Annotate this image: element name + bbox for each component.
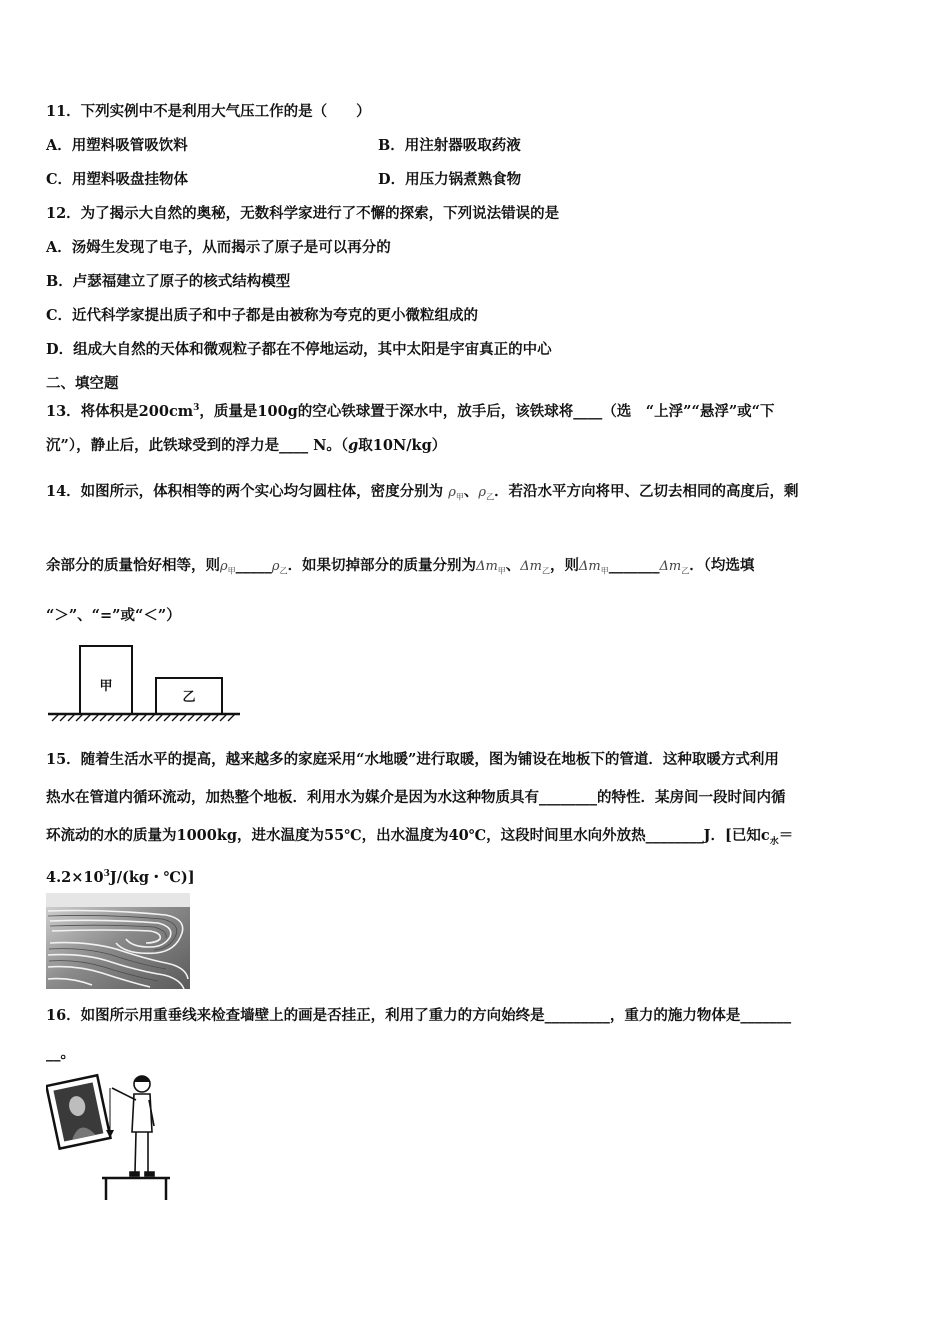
- stool: [102, 1178, 170, 1200]
- q16-line2: __。: [46, 1045, 75, 1062]
- q13-line2: 沉”），静止后，此铁球受到的浮力是____ N。（g取10N/kg）: [46, 437, 447, 454]
- q14-line3: “＞”、“=”或“＜”）: [46, 607, 181, 624]
- q16-line1: 16．如图所示用重垂线来检查墙壁上的画是否挂正，利用了重力的方向始终是_________，重力的施力物体是_______: [46, 1007, 792, 1024]
- q15-line3: 环流动的水的质量为1000kg，进水温度为55℃，出水温度为40℃，这段时间里水向外放热________J．[已知$c_水=$: [46, 827, 794, 847]
- section-title: 二、填空题: [46, 375, 119, 392]
- cylinders-figure: [46, 638, 246, 724]
- delta-m-yi-symbol: $\Delta m_乙$: [520, 559, 550, 576]
- q11-stem: 11．下列实例中不是利用大气压工作的是（ ）: [46, 103, 371, 120]
- q12-option-c: C．近代科学家提出质子和中子都是由被称为夸克的更小微粒组成的: [46, 307, 479, 324]
- blank-1: _____: [235, 557, 272, 574]
- floor-heating-photo: [46, 893, 190, 989]
- q11-option-c: C．用塑料吸盘挂物体: [46, 171, 189, 188]
- q15-line4: $4.2\times 10^3J/(kg$・℃)]: [46, 868, 195, 886]
- q12-option-b: B．卢瑟福建立了原子的核式结构模型: [46, 273, 291, 290]
- q12-option-d: D．组成大自然的天体和微观粒子都在不停地运动，其中太阳是宇宙真正的中心: [46, 341, 552, 358]
- rho-jia-symbol: $\rho_甲$: [448, 485, 464, 502]
- q11-option-b: B．用注射器吸取药液: [378, 137, 521, 154]
- q11-option-a: A．用塑料吸管吸饮料: [46, 137, 188, 154]
- rho-jia-symbol: $\rho_甲$: [220, 559, 236, 576]
- delta-m-yi-symbol: $\Delta m_乙$: [659, 559, 690, 576]
- rho-yi-symbol: $\rho_乙$: [478, 485, 495, 502]
- q12-option-a: A．汤姆生发现了电子，从而揭示了原子是可以再分的: [46, 239, 391, 256]
- person: [112, 1076, 154, 1176]
- q12-stem: 12．为了揭示大自然的奥秘，无数科学家进行了不懈的探索，下列说法错误的是: [46, 205, 560, 222]
- q11-option-d: D．用压力锅煮熟食物: [378, 171, 522, 188]
- q15-line2: 热水在管道内循环流动，加热整个地板．利用水为媒介是因为水这种物质具有________的特性．某房间一段时间内循: [46, 789, 786, 806]
- picture-frame: [46, 1075, 110, 1148]
- label-jia: 甲: [99, 679, 113, 694]
- delta-m-jia-symbol: $\Delta m_甲$: [476, 559, 506, 576]
- q14-line2: 余部分的质量恰好相等，则$\rho_甲\_\_\_\_\_\rho_乙$．如果切掉部分的质量分别为$\Delta m_甲$、$\Delta m_乙$，则$\Delta m_甲\_\_\_\_\_\_\_\Delta m_乙$．（均选填: [46, 557, 755, 576]
- rho-yi-symbol: $\rho_乙$: [271, 559, 288, 576]
- label-yi: 乙: [182, 690, 196, 705]
- q14-line1: 14．如图所示，体积相等的两个实心均匀圆柱体，密度分别为 $\rho_甲$、$\rho_乙$．若沿水平方向将甲、乙切去相同的高度后，剩: [46, 483, 799, 502]
- plumb-line-figure: [46, 1070, 186, 1202]
- delta-m-jia-symbol: $\Delta m_甲$: [579, 559, 609, 576]
- q15-line1: 15．随着生活水平的提高，越来越多的家庭采用“水地暖”进行取暖，图为铺设在地板下的管道．这种取暖方式利用: [46, 751, 779, 768]
- q13-line1: 13．将体积是$200cm^3$，质量是100g的空心铁球置于深水中，放手后，该铁球将____（选 “上浮”“悬浮”或“下: [46, 402, 775, 420]
- blank-2: _______: [608, 557, 660, 574]
